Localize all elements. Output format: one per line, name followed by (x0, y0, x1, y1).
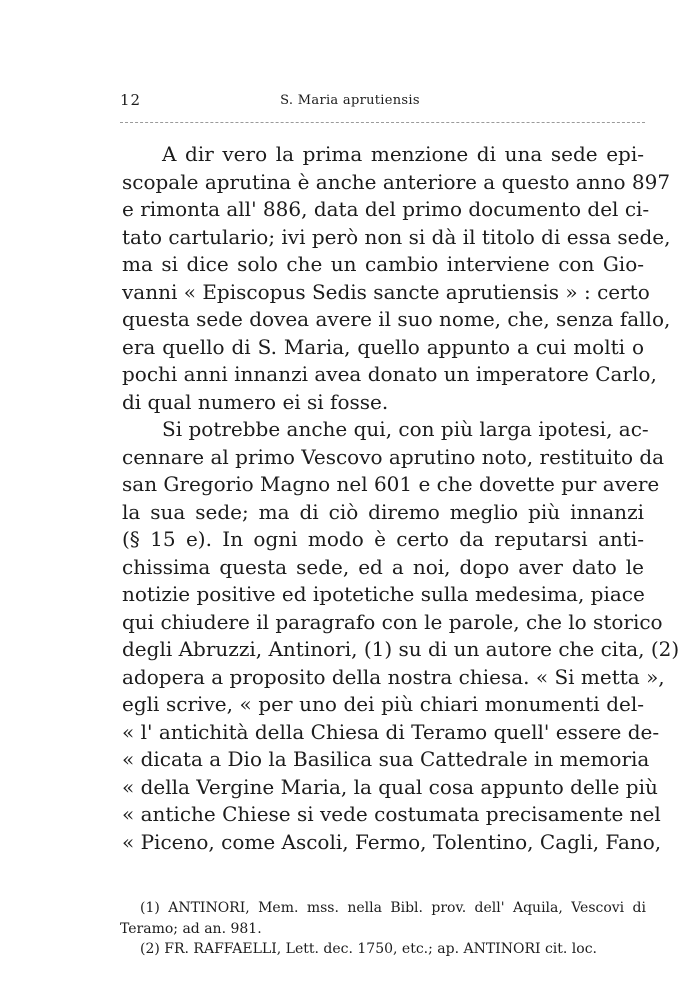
footnotes (120, 898, 646, 960)
text-line: era quello di S. Maria, quello appunto a cui molti o (122, 334, 644, 359)
page-number: 12 (120, 91, 142, 109)
text-line: pochi anni innanzi avea donato un imperatore Carlo, (122, 362, 657, 386)
text-line: qui chiudere il paragrafo con le parole, che lo storico (122, 609, 663, 634)
body-text (122, 141, 680, 856)
text-line: vanni « Episcopus Sedis sancte aprutiensis » : certo (122, 279, 650, 304)
text-line: « antiche Chiese si vede costumata precisamente nel (122, 802, 661, 826)
text-line: (§ 15 e). In ogni modo è certo da reputarsi anti- (122, 527, 644, 551)
text-line: e rimonta all' 886, data del primo documento del ci- (122, 197, 650, 221)
text-line: « dicata a Dio la Basilica sua Cattedrale in memoria (122, 747, 650, 771)
text-line: tato cartulario; ivi però non si dà il titolo di essa sede, (122, 224, 671, 249)
text-line: san Gregorio Magno nel 601 e che dovette pur avere (122, 472, 660, 496)
text-line: « l' antichità della Chiesa di Teramo quell' essere de- (122, 719, 660, 744)
header-rule (120, 122, 645, 123)
text-line: la sua sede; ma di ciò diremo meglio più innanzi (122, 499, 644, 524)
text-line: « della Vergine Maria, la qual cosa appunto delle più (122, 774, 658, 799)
text-line: egli scrive, « per uno dei più chiari monumenti del- (122, 692, 644, 716)
text-line: di qual numero ei si fosse. (122, 389, 389, 414)
text-line: A dir vero la prima menzione di una sede epi- (162, 142, 644, 166)
text-line: questa sede dovea avere il suo nome, che, senza fallo, (122, 307, 671, 331)
text-line: degli Abruzzi, Antinori, (1) su di un autore che cita, (2) (122, 637, 680, 661)
text-line: cennare al primo Vescovo aprutino noto, restituito da (122, 444, 665, 469)
text-line: ma si dice solo che un cambio interviene con Gio- (122, 252, 644, 276)
text-line: adopera a proposito della nostra chiesa. « Si metta », (122, 664, 665, 689)
text-line: notizie positive ed ipotetiche sulla medesima, piace (122, 582, 645, 606)
footnote-2: (2) FR. RAFFAELLI, Lett. dec. 1750, etc.; ap. ANTINORI cit. loc. (140, 941, 598, 957)
text-line: « Piceno, come Ascoli, Fermo, Tolentino, Cagli, Fano, (122, 829, 662, 854)
running-title: S. Maria aprutiensis (280, 93, 420, 108)
text-line: scopale aprutina è anche anteriore a questo anno 897 (122, 169, 671, 194)
footnote-1: (1) ANTINORI, Mem. mss. nella Bibl. prov. dell' Aquila, Vescovi di (140, 900, 646, 916)
footnote-1-continuation: Teramo; ad an. 981. (120, 920, 262, 937)
text-line: Si potrebbe anche qui, con più larga ipotesi, ac- (162, 417, 649, 441)
text-line: chissima questa sede, ed a noi, dopo aver dato le (122, 554, 644, 579)
